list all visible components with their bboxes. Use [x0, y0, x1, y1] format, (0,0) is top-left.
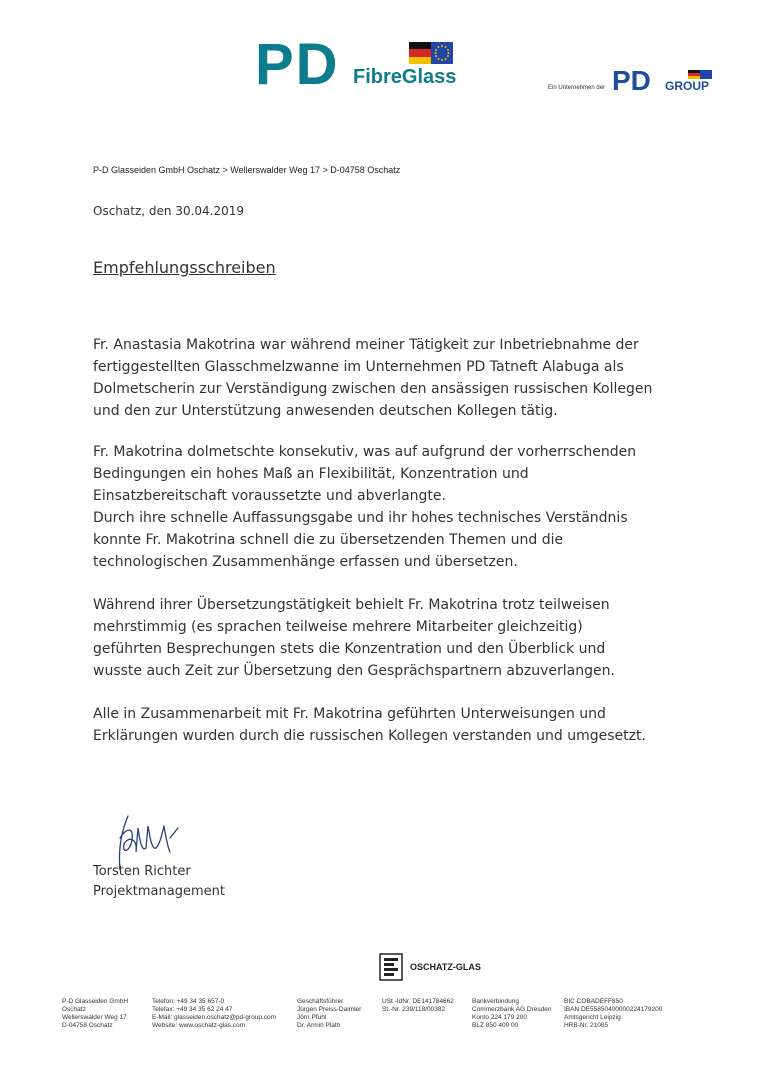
footer-line: BIC COBADEFF850 [564, 998, 623, 1005]
paragraph-line: technologischen Zusammenhänge erfassen und übersetzen. [93, 554, 518, 570]
paragraph-line: Fr. Anastasia Makotrina war während meiner Tätigkeit zur Inbetriebnahme der [93, 337, 639, 353]
paragraph-line: Einsatzbereitschaft voraussetzte und abverlangte. [93, 488, 446, 504]
paragraph-line: Während ihrer Übersetzungstätigkeit behielt Fr. Makotrina trotz teilweisen [93, 597, 610, 613]
footer-line: St.-Nr. 239/118/00382 [382, 1006, 446, 1013]
footer-line: Oschatz [62, 1006, 86, 1013]
paragraph-line: geführten Besprechungen stets die Konzentration und den Überblick und [93, 641, 606, 657]
paragraph-line: Dolmetscherin zur Verständigung zwischen den ansässigen russischen Kollegen [93, 381, 653, 397]
logo-letters: PD [255, 32, 340, 97]
signer-name: Torsten Richter [93, 864, 191, 879]
footer-line: Amtsgericht Leipzig [564, 1014, 621, 1021]
paragraph-line: fertiggestellten Glasschmelzwanne im Unternehmen PD Tatneft Alabuga als [93, 359, 624, 375]
paragraph-line: Durch ihre schnelle Auffassungsgabe und ihr hohes technisches Verständnis [93, 510, 628, 526]
group-letters: PD [612, 65, 651, 96]
footer-registry [564, 998, 662, 1030]
group-prefix: Ein Unternehmen der [548, 85, 606, 91]
letter-subject: Empfehlungsschreiben [93, 258, 276, 277]
paragraph-4 [93, 703, 693, 747]
footer-line: Jürgen Preiss-Daimler [297, 1006, 362, 1013]
footer-line: Dr. Armin Plath [297, 1022, 341, 1029]
paragraph-2 [93, 441, 693, 573]
footer-line: Konto 224 179 200 [472, 1014, 527, 1021]
footer-line: Wellerswalder Weg 17 [62, 1014, 127, 1021]
logo-brand: FibreGlass [353, 66, 457, 88]
footer-line: Jörn Pfuhl [297, 1014, 327, 1021]
footer-line: Geschäftsführer [297, 998, 344, 1005]
paragraph-1 [93, 334, 693, 422]
footer-line: HRB-Nr. 21085 [564, 1022, 609, 1029]
pd-group-logo [548, 65, 723, 98]
signer-block [93, 862, 225, 902]
footer-contact [152, 998, 276, 1030]
footer-line: E-Mail: glasseiden.oschatz@pd-group.com [152, 1014, 277, 1021]
paragraph-line: Erklärungen wurden durch die russischen Kollegen verstanden und umgesetzt. [93, 728, 646, 744]
sender-line: P-D Glasseiden GmbH Oschatz > Wellerswalder Weg 17 > D-04758 Oschatz [93, 165, 401, 175]
footer-line: Commerzbank AG Dresden [472, 1006, 552, 1013]
footer-line: Telefon: +49 34 35 657-0 [152, 998, 225, 1005]
paragraph-line: wusste auch Zeit zur Übersetzung den Gesprächspartnern abzuverlangen. [93, 663, 615, 679]
paragraph-3 [93, 594, 693, 682]
de-eu-flag-icon [409, 42, 453, 64]
footer-line: USt.-IdNr. DE141784662 [382, 998, 454, 1005]
footer-line: Website: www.oschatz-glas.com [152, 1022, 246, 1029]
signer-role: Projektmanagement [93, 884, 225, 899]
footer-management [297, 998, 361, 1030]
paragraph-line: Fr. Makotrina dolmetschte konsekutiv, was auf aufgrund der vorherrschenden [93, 444, 637, 460]
paragraph-line: mehrstimmig (es sprachen teilweise mehrere Mitarbeiter gleichzeitig) [93, 619, 583, 635]
footer-bank [472, 998, 551, 1030]
pd-fibreglass-logo [255, 32, 457, 97]
footer-company [62, 998, 128, 1030]
paragraph-line: konnte Fr. Makotrina schnell die zu übersetzenden Themen und die [93, 532, 564, 548]
footer-tax [382, 998, 454, 1014]
footer-line: IBAN DE55850400000224179200 [564, 1006, 663, 1013]
footer-line: P-D Glasseiden GmbH [62, 998, 129, 1005]
footer-line: BLZ 850 400 00 [472, 1022, 519, 1029]
oschatz-emblem-icon [378, 952, 406, 982]
group-flag-icon [688, 70, 712, 79]
footer-line: Telefax: +49 34 35 62 24 47 [152, 1006, 233, 1013]
oschatz-text: OSCHATZ-GLAS [410, 962, 481, 972]
paragraph-line: und den zur Unterstützung anwesenden deutschen Kollegen tätig. [93, 403, 558, 419]
footer-line: Bankverbindung [472, 998, 519, 1005]
letter-date: Oschatz, den 30.04.2019 [93, 204, 245, 218]
paragraph-line: Alle in Zusammenarbeit mit Fr. Makotrina geführten Unterweisungen und [93, 706, 606, 722]
group-suffix: GROUP [665, 79, 710, 93]
oschatz-glas-logo [378, 952, 488, 984]
paragraph-line: Bedingungen ein hohes Maß an Flexibilität, Konzentration und [93, 466, 529, 482]
footer-line: D-04758 Oschatz [62, 1022, 113, 1029]
